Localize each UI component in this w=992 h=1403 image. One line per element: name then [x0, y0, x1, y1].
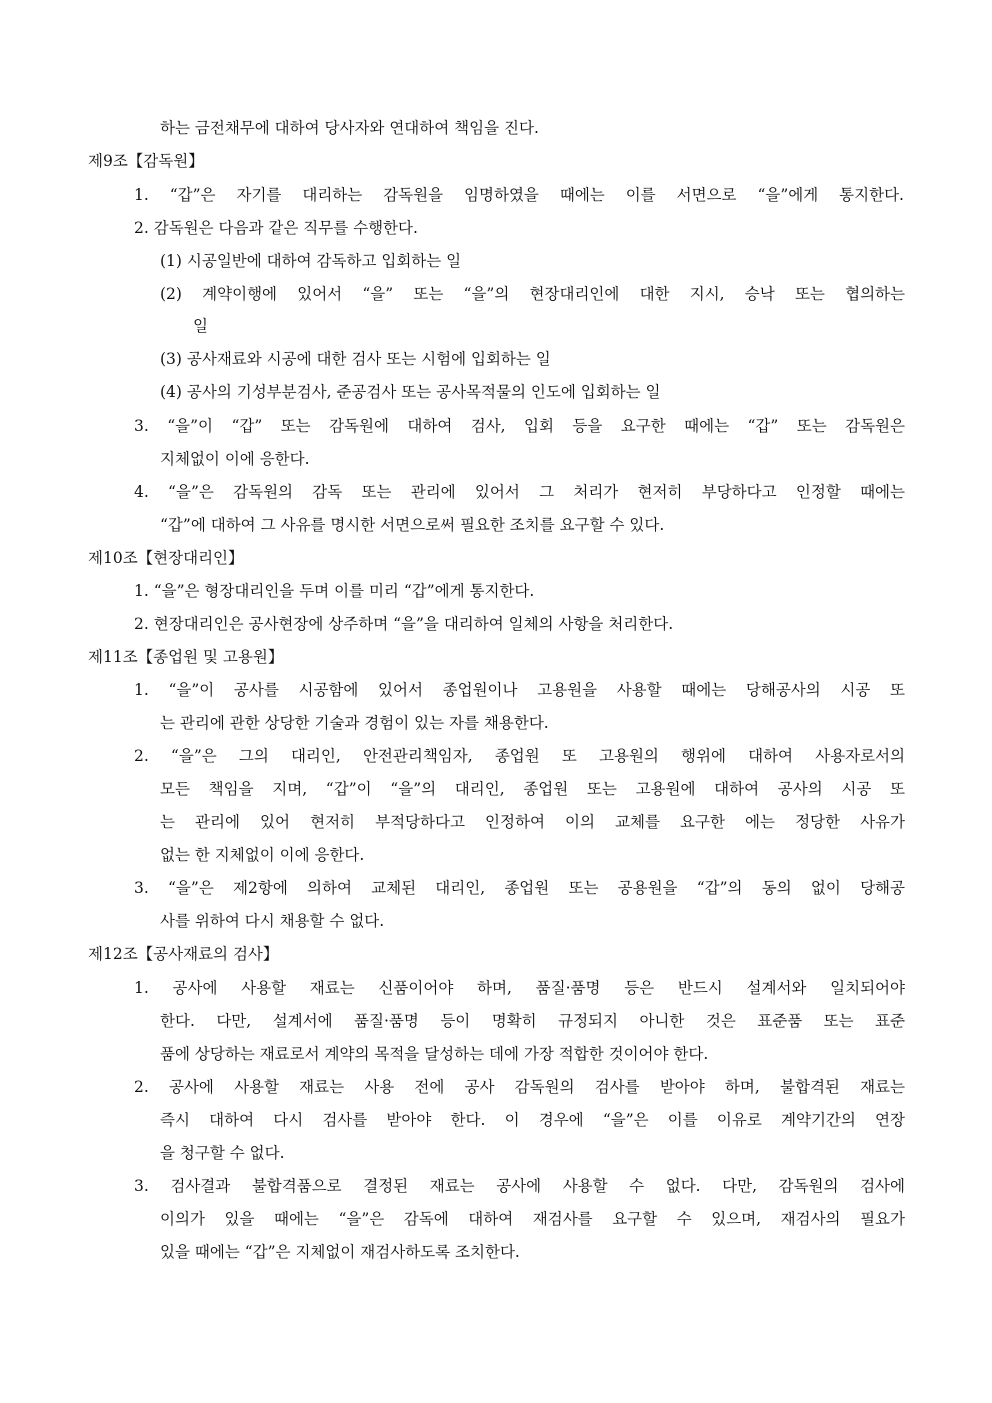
article-12-item-2: 2. 공사에 사용할 재료는 사용 전에 공사 감독원의 검사를 받아야 하며, 불합격된 재료는	[134, 1078, 905, 1096]
article-11-item-3-cont: 사를 위하여 다시 채용할 수 없다.	[160, 912, 385, 930]
article-9-item-1: 1. “갑”은 자기를 대리하는 감독원을 임명하였을 때에는 이를 서면으로 “을”에게 통지한다.	[134, 186, 904, 204]
article-11-item-2-cont: 모든 책임을 지며, “갑”이 “을”의 대리인, 종업원 또는 고용원에 대하여 공사의 시공 또	[160, 780, 905, 798]
article-9-item-2: 2. 감독원은 다음과 같은 직무를 수행한다.	[134, 219, 418, 237]
article-9-sub-2: (2) 계약이행에 있어서 “을” 또는 “을”의 현장대리인에 대한 지시, 승낙 또는 협의하는	[160, 285, 905, 303]
article-12-item-2-cont: 을 청구할 수 없다.	[160, 1144, 285, 1162]
article-9-sub-4: (4) 공사의 기성부분검사, 준공검사 또는 공사목적물의 인도에 입회하는 일	[160, 383, 661, 401]
article-9-heading: 제9조【감독원】	[88, 152, 204, 170]
article-9-sub-3: (3) 공사재료와 시공에 대한 검사 또는 시험에 입회하는 일	[160, 350, 551, 368]
article-11-heading: 제11조【종업원 및 고용원】	[88, 648, 284, 666]
article-9-sub-2-cont: 일	[193, 317, 208, 335]
article-12-item-3-cont: 있을 때에는 “갑”은 지체없이 재검사하도록 조치한다.	[160, 1243, 520, 1261]
article-12-item-3: 3. 검사결과 불합격품으로 결정된 재료는 공사에 사용할 수 없다. 다만, 감독원의 검사에	[134, 1177, 905, 1195]
article-11-item-1-cont: 는 관리에 관한 상당한 기술과 경험이 있는 자를 채용한다.	[160, 714, 549, 732]
article-11-item-2-cont: 없는 한 지체없이 이에 응한다.	[160, 846, 365, 864]
article-12-item-1: 1. 공사에 사용할 재료는 신품이어야 하며, 품질·품명 등은 반드시 설계서와 일치되어야	[134, 979, 905, 997]
text-line: 하는 금전채무에 대하여 당사자와 연대하여 책임을 진다.	[160, 119, 539, 137]
article-12-item-1-cont: 품에 상당하는 재료로서 계약의 목적을 달성하는 데에 가장 적합한 것이어야 한다.	[160, 1045, 709, 1063]
article-12-item-2-cont: 즉시 대하여 다시 검사를 받아야 한다. 이 경우에 “을”은 이를 이유로 계약기간의 연장	[160, 1111, 905, 1129]
article-11-item-2-cont: 는 관리에 있어 현저히 부적당하다고 인정하여 이의 교체를 요구한 에는 정당한 사유가	[160, 813, 905, 831]
article-12-item-1-cont: 한다. 다만, 설계서에 품질·품명 등이 명확히 규정되지 아니한 것은 표준품 또는 표준	[160, 1012, 905, 1030]
article-11-item-1: 1. “을”이 공사를 시공함에 있어서 종업원이나 고용원을 사용할 때에는 당해공사의 시공 또	[134, 681, 905, 699]
article-9-item-3: 3. “을”이 “갑” 또는 감독원에 대하여 검사, 입회 등을 요구한 때에는 “갑” 또는 감독원은	[134, 417, 905, 435]
article-10-heading: 제10조【현장대리인】	[88, 549, 244, 567]
article-10-item-1: 1. “을”은 형장대리인을 두며 이를 미리 “갑”에게 통지한다.	[134, 582, 535, 600]
article-11-item-3: 3. “을”은 제2항에 의하여 교체된 대리인, 종업원 또는 공용원을 “갑”의 동의 없이 당해공	[134, 879, 905, 897]
article-9-item-4: 4. “을”은 감독원의 감독 또는 관리에 있어서 그 처리가 현저히 부당하다고 인정할 때에는	[134, 483, 905, 501]
article-9-item-3-cont: 지체없이 이에 응한다.	[160, 450, 310, 468]
article-10-item-2: 2. 현장대리인은 공사현장에 상주하며 “을”을 대리하여 일체의 사항을 처리한다.	[134, 615, 674, 633]
article-11-item-2: 2. “을”은 그의 대리인, 안전관리책임자, 종업원 또 고용원의 행위에 대하여 사용자로서의	[134, 747, 905, 765]
article-9-item-4-cont: “갑”에 대하여 그 사유를 명시한 서면으로써 필요한 조치를 요구할 수 있다.	[160, 516, 665, 534]
article-12-item-3-cont: 이의가 있을 때에는 “을”은 감독에 대하여 재검사를 요구할 수 있으며, 재검사의 필요가	[160, 1210, 905, 1228]
article-9-sub-1: (1) 시공일반에 대하여 감독하고 입회하는 일	[160, 252, 462, 270]
article-12-heading: 제12조【공사재료의 검사】	[88, 945, 279, 963]
